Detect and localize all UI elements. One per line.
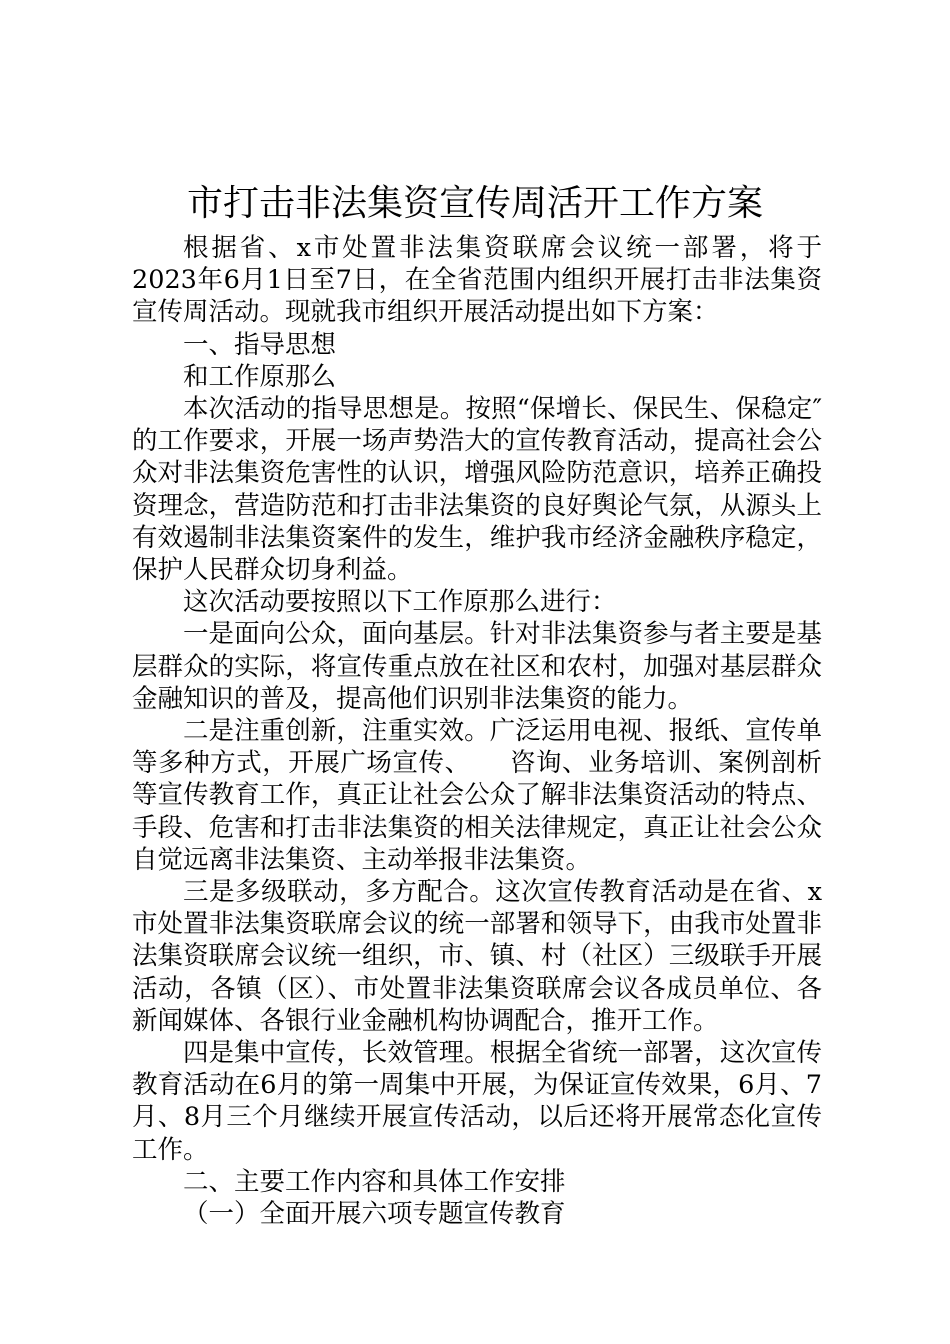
subsection-heading-one: （一）全面开展六项专题宣传教育 [183, 1199, 566, 1230]
guiding-ideology-paragraph: 本次活动的指导思想是。按照“保增长、保民生、保稳定″的工作要求，开展一场声势浩大的宣传教育活动，提高社会公众对非法集资危害性的认识，增强风险防范意识，培养正确投资理念，营造防范和打击非法集资的良好舆论气氛，从源头上有效遏制非法集资案件的发生，维护我市经济金融秩序稳定，保护人民群众切身利益。 [132, 394, 822, 586]
principle-one-paragraph: 一是面向公众，面向基层。针对非法集资参与者主要是基层群众的实际，将宣传重点放在社区和农村，加强对基层群众金融知识的普及，提高他们识别非法集资的能力。 [132, 619, 822, 714]
section-heading-continuation: 和工作原那么 [183, 361, 337, 392]
intro-paragraph: 根据省、x市处置非法集资联席会议统一部署，将于2023年6月1日至7日，在全省范围内组织开展打击非法集资宣传周活动。现就我市组织开展活动提出如下方案： [132, 233, 822, 328]
section-heading-main-work: 二、主要工作内容和具体工作安排 [183, 1166, 566, 1197]
document-title: 市打击非法集资宣传周活开工作方案 [186, 183, 763, 224]
principle-three-paragraph: 三是多级联动，多方配合。这次宣传教育活动是在省、x市处置非法集资联席会议的统一部署和领导下，由我市处置非法集资联席会议统一组织，市、镇、村（社区）三级联手开展活动，各镇（区）、市处置非法集资联席会议各成员单位、各新闻媒体、各银行业金融机构协调配合，推开工作。 [132, 877, 822, 1036]
section-heading-guiding-ideology: 一、指导思想 [183, 329, 337, 360]
principle-four-paragraph: 四是集中宣传，长效管理。根据全省统一部署，这次宣传教育活动在6月的第一周集中开展，为保证宣传效果，6月、7月、8月三个月继续开展宣传活动，以后还将开展常态化宣传工作。 [132, 1038, 822, 1165]
principles-intro-paragraph: 这次活动要按照以下工作原那么进行： [183, 587, 617, 618]
document-body [132, 232, 822, 1230]
principle-two-paragraph: 二是注重创新，注重实效。广泛运用电视、报纸、宣传单等多种方式，开展广场宣传、 咨询、业务培训、案例剖析等宣传教育工作，真正让社会公众了解非法集资活动的特点、手段、危害和打击非法集资的相关法律规定，真正让社会公众自觉远离非法集资、主动举报非法集资。 [132, 716, 822, 875]
